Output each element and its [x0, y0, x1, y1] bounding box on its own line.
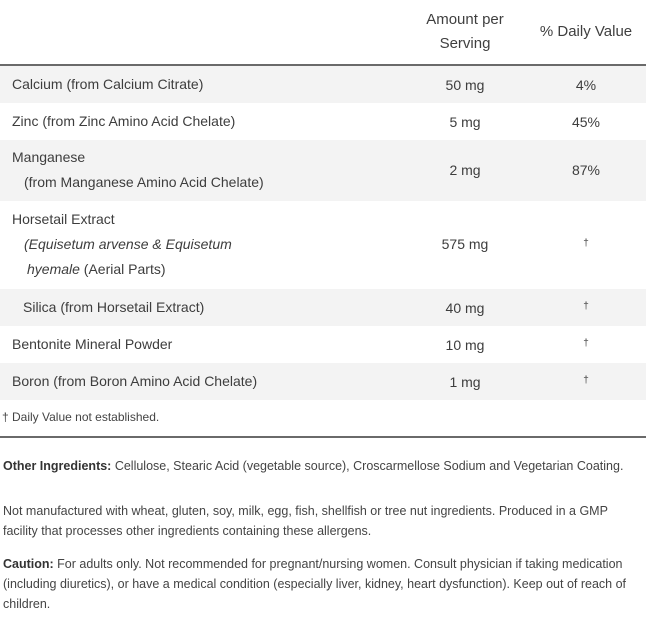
caution-statement [3, 554, 628, 614]
nutrient-table [0, 66, 646, 400]
nutrient-daily-value: † [583, 301, 589, 312]
nutrient-amount: 5 mg [449, 114, 481, 130]
table-row [0, 289, 646, 326]
nutrient-daily-value: † [583, 238, 589, 249]
nutrient-amount: 40 mg [445, 300, 485, 316]
caution-label: Caution: [3, 557, 54, 571]
table-row [0, 363, 646, 400]
daily-value-header: % Daily Value [539, 23, 633, 40]
nutrient-name: Zinc (from Zinc Amino Acid Chelate) [12, 113, 236, 129]
nutrient-name: Calcium (from Calcium Citrate) [12, 76, 204, 92]
nutrient-name: Horsetail Extract (Equisetum arvense & Equisetum hyemale (Aerial Parts) [12, 211, 232, 277]
daily-value-footnote: † Daily Value not established. [2, 410, 160, 424]
other-ingredients-text: Cellulose, Stearic Acid (vegetable source), Croscarmellose Sodium and Vegetarian Coating. [111, 459, 624, 473]
nutrient-name: Silica (from Horsetail Extract) [23, 299, 205, 315]
table-row [0, 326, 646, 363]
nutrient-daily-value: 4% [575, 77, 597, 93]
nutrient-daily-value: † [583, 338, 589, 349]
other-ingredients [3, 456, 628, 476]
nutrient-name: Bentonite Mineral Powder [12, 336, 173, 352]
allergen-statement: Not manufactured with wheat, gluten, soy, milk, egg, fish, shellfish or tree nut ingredients. Produced in a GMP facility that processes other ingredients containing these allergens. [3, 504, 608, 538]
table-row [0, 66, 646, 103]
other-ingredients-label: Other Ingredients: [3, 459, 112, 473]
nutrient-daily-value: 45% [571, 114, 601, 130]
caution-text: For adults only. Not recommended for pregnant/nursing women. Consult physician if taking medication (including diuretics), or have a medical condition (especially liver, kidney, heart dysfunction). Keep out of reach of children. [3, 557, 627, 611]
table-row [0, 103, 646, 140]
nutrient-amount: 50 mg [445, 77, 485, 93]
nutrient-amount: 1 mg [449, 374, 481, 390]
footnote-divider [0, 436, 646, 438]
nutrient-amount: 575 mg [441, 236, 489, 252]
nutrient-name: Boron (from Boron Amino Acid Chelate) [12, 373, 258, 389]
nutrient-daily-value: † [583, 375, 589, 386]
table-row [0, 140, 646, 201]
table-row [0, 201, 646, 289]
nutrient-name: Manganese (from Manganese Amino Acid Chelate) [12, 149, 264, 190]
table-header [0, 0, 651, 64]
nutrient-daily-value: 87% [571, 162, 601, 178]
amount-per-serving-header: Amount per Serving [426, 11, 504, 52]
nutrient-amount: 2 mg [449, 162, 481, 178]
nutrient-amount: 10 mg [445, 337, 485, 353]
